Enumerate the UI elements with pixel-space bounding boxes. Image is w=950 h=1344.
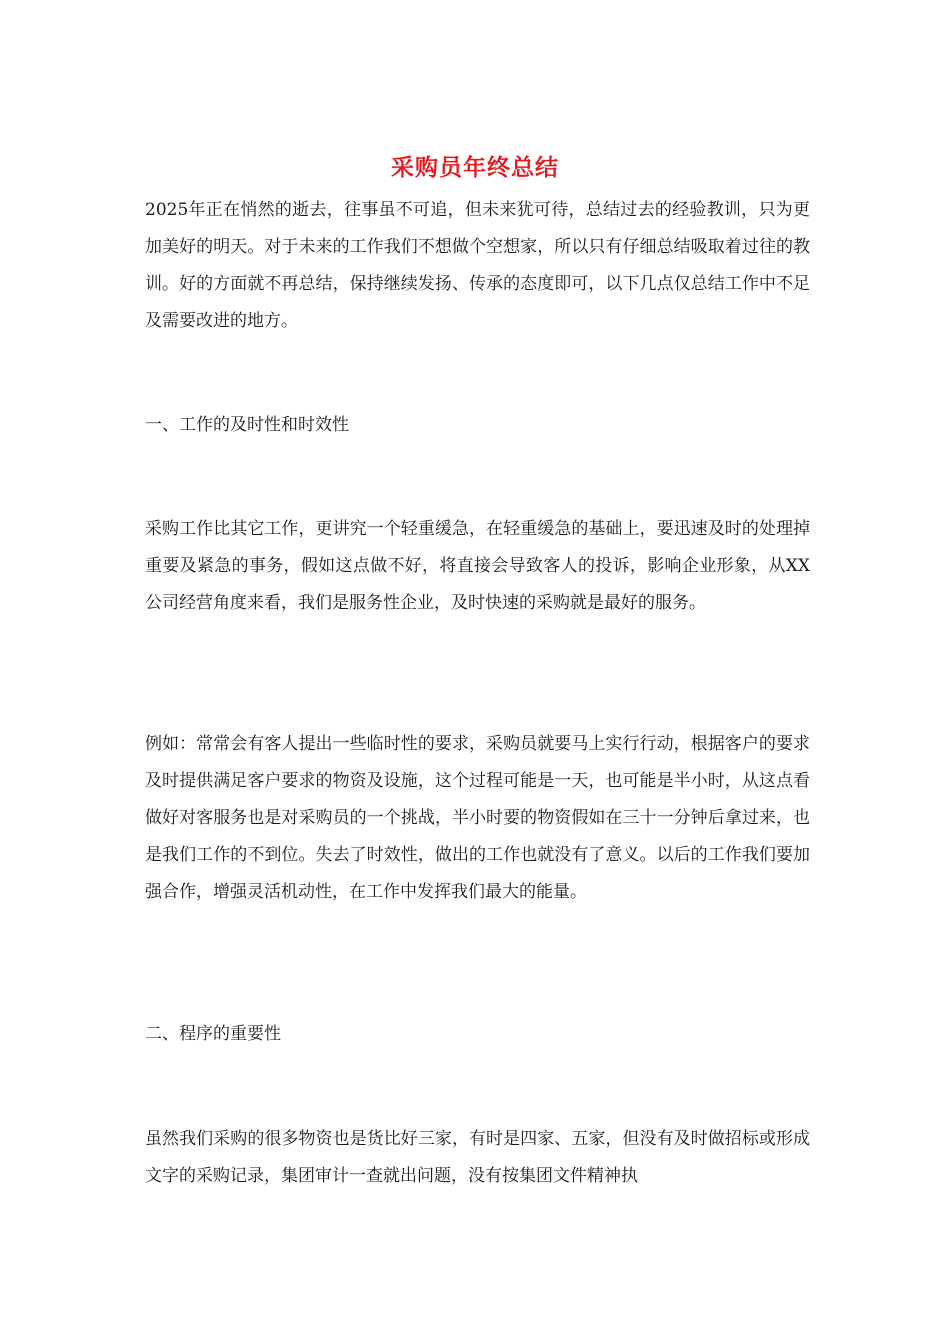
section-1-paragraph-2: 例如：常常会有客人提出一些临时性的要求，采购员就要马上实行行动，根据客户的要求及时提供满足客户要求的物资及设施，这个过程可能是一天，也可能是半小时，从这点看做好对客服务也是对采购员的一个挑战，半小时要的物资假如在三十一分钟后拿过来，也是我们工作的不到位。失去了时效性，做出的工作也就没有了意义。以后的工作我们要加强合作，增强灵活机动性，在工作中发挥我们最大的能量。 (145, 734, 810, 902)
section-2-heading: 二、程序的重要性 (145, 1024, 281, 1044)
intro-paragraph: 2025年正在悄然的逝去，往事虽不可追，但未来犹可待，总结过去的经验教训，只为更加美好的明天。对于未来的工作我们不想做个空想家，所以只有仔细总结吸取着过往的教训。好的方面就不再总结，保持继续发扬、传承的态度即可，以下几点仅总结工作中不足及需要改进的地方。 (145, 200, 810, 331)
section-2-paragraph-1: 虽然我们采购的很多物资也是货比好三家，有时是四家、五家，但没有及时做招标或形成文字的采购记录，集团审计一查就出问题，没有按集团文件精神执 (145, 1129, 810, 1186)
section-1-heading: 一、工作的及时性和时效性 (145, 415, 349, 435)
section-1-paragraph-1: 采购工作比其它工作，更讲究一个轻重缓急，在轻重缓急的基础上，要迅速及时的处理掉重要及紧急的事务，假如这点做不好，将直接会导致客人的投诉，影响企业形象，从XX公司经营角度来看，我们是服务性企业，及时快速的采购就是最好的服务。 (145, 519, 810, 613)
document-title: 采购员年终总结 (391, 154, 559, 181)
